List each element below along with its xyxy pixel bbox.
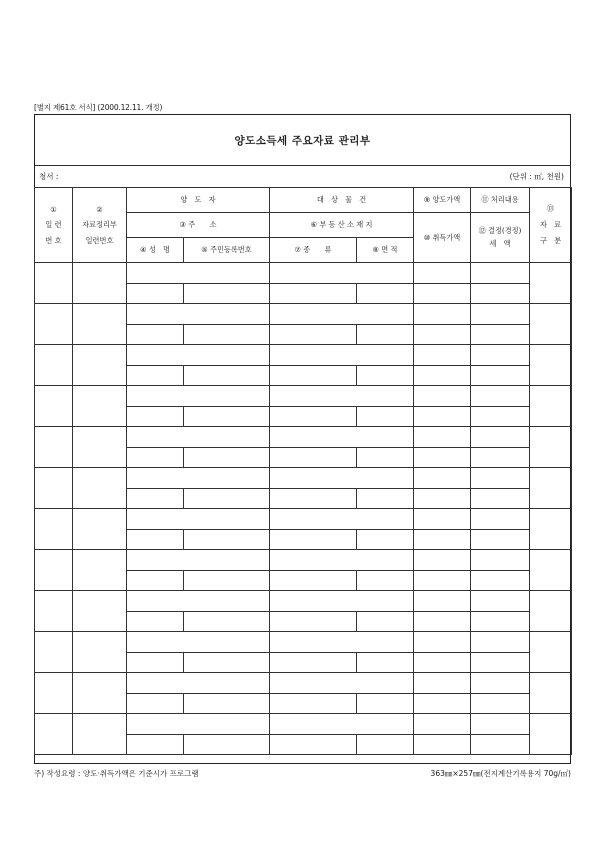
- kind-cell[interactable]: [270, 734, 357, 755]
- name-cell[interactable]: [127, 324, 184, 345]
- name-cell[interactable]: [127, 365, 184, 386]
- transfer-price-cell[interactable]: [414, 632, 471, 653]
- transfer-price-cell[interactable]: [414, 673, 471, 694]
- kind-cell[interactable]: [270, 283, 357, 304]
- decided-tax-cell[interactable]: [471, 570, 530, 591]
- transfer-price-cell[interactable]: [414, 427, 471, 448]
- address-cell[interactable]: [127, 345, 270, 366]
- acquisition-price-cell[interactable]: [414, 652, 471, 673]
- address-cell[interactable]: [127, 468, 270, 489]
- name-cell[interactable]: [127, 529, 184, 550]
- processing-cell[interactable]: [471, 509, 530, 530]
- area-cell[interactable]: [357, 570, 414, 591]
- location-header: ⑥ 부 동 산 소 재 지: [270, 213, 414, 238]
- area-cell[interactable]: [357, 529, 414, 550]
- name-cell[interactable]: [127, 488, 184, 509]
- data-category-cell[interactable]: [530, 591, 572, 632]
- data-ledger-serial-cell[interactable]: [73, 550, 127, 591]
- ledger-table: [34, 187, 572, 755]
- acquisition-price-cell[interactable]: [414, 324, 471, 345]
- acquisition-price-header: ⑩ 취득가액: [414, 213, 471, 263]
- location-cell[interactable]: [270, 345, 414, 366]
- kind-cell[interactable]: [270, 693, 357, 714]
- data-category-mark: ⑬: [546, 204, 555, 213]
- decided-tax-cell[interactable]: [471, 734, 530, 755]
- table-row: [35, 427, 572, 448]
- serial-number-cell[interactable]: [35, 673, 73, 714]
- kind-cell[interactable]: [270, 488, 357, 509]
- address-cell[interactable]: [127, 427, 270, 448]
- data-ledger-serial-cell[interactable]: [73, 632, 127, 673]
- serial-number-cell[interactable]: [35, 591, 73, 632]
- data-ledger-serial-cell[interactable]: [73, 263, 127, 304]
- acquisition-price-cell[interactable]: [414, 406, 471, 427]
- data-category-cell[interactable]: [530, 386, 572, 427]
- data-ledger-serial-cell[interactable]: [73, 673, 127, 714]
- serial-number-label-2: 번 호: [45, 235, 62, 245]
- acquisition-price-cell[interactable]: [414, 734, 471, 755]
- data-ledger-serial-label-2: 일련번호: [85, 235, 114, 245]
- decided-tax-cell[interactable]: [471, 488, 530, 509]
- decided-tax-cell[interactable]: [471, 611, 530, 632]
- kind-cell[interactable]: [270, 406, 357, 427]
- name-cell[interactable]: [127, 652, 184, 673]
- data-ledger-serial-mark: ②: [96, 204, 103, 214]
- decided-tax-cell[interactable]: [471, 652, 530, 673]
- address-cell[interactable]: [127, 714, 270, 735]
- decided-tax-header: [471, 213, 530, 263]
- acquisition-price-cell[interactable]: [414, 283, 471, 304]
- resident-number-cell[interactable]: [184, 652, 270, 673]
- table-row: [35, 632, 572, 653]
- data-category-cell[interactable]: [530, 263, 572, 304]
- serial-number-cell[interactable]: [35, 427, 73, 468]
- data-category-cell[interactable]: [530, 673, 572, 714]
- acquisition-price-cell[interactable]: [414, 488, 471, 509]
- data-ledger-serial-header: [73, 188, 127, 263]
- area-cell[interactable]: [357, 447, 414, 468]
- form-title: 양도소득세 주요자료 관리부: [234, 134, 371, 147]
- area-cell[interactable]: [357, 652, 414, 673]
- decided-tax-cell[interactable]: [471, 406, 530, 427]
- name-cell[interactable]: [127, 283, 184, 304]
- area-cell[interactable]: [357, 283, 414, 304]
- location-cell[interactable]: [270, 386, 414, 407]
- name-header: ④ 성 명: [127, 238, 184, 263]
- name-cell[interactable]: [127, 693, 184, 714]
- address-header: ③ 주 소: [127, 213, 270, 238]
- kind-cell[interactable]: [270, 324, 357, 345]
- transfer-price-cell[interactable]: [414, 386, 471, 407]
- data-category-cell[interactable]: [530, 427, 572, 468]
- serial-number-cell[interactable]: [35, 263, 73, 304]
- acquisition-price-cell[interactable]: [414, 693, 471, 714]
- resident-number-cell[interactable]: [184, 324, 270, 345]
- serial-number-cell[interactable]: [35, 345, 73, 386]
- kind-cell[interactable]: [270, 529, 357, 550]
- kind-cell[interactable]: [270, 365, 357, 386]
- data-ledger-serial-cell[interactable]: [73, 714, 127, 755]
- decided-tax-label-2: 세 액: [489, 239, 511, 248]
- decided-tax-cell[interactable]: [471, 447, 530, 468]
- location-cell[interactable]: [270, 427, 414, 448]
- location-cell[interactable]: [270, 304, 414, 325]
- area-cell[interactable]: [357, 365, 414, 386]
- transfer-price-cell[interactable]: [414, 304, 471, 325]
- location-cell[interactable]: [270, 550, 414, 571]
- resident-number-cell[interactable]: [184, 570, 270, 591]
- kind-header: ⑦ 종 류: [270, 238, 357, 263]
- decided-tax-cell[interactable]: [471, 365, 530, 386]
- location-cell[interactable]: [270, 263, 414, 284]
- resident-number-cell[interactable]: [184, 283, 270, 304]
- resident-number-header: ⑤ 주민등록번호: [184, 238, 270, 263]
- data-category-label-1: 자 료: [539, 220, 562, 229]
- processing-cell[interactable]: [471, 304, 530, 325]
- meta-band: [35, 165, 570, 187]
- address-cell[interactable]: [127, 632, 270, 653]
- processing-cell[interactable]: [471, 673, 530, 694]
- data-ledger-serial-cell[interactable]: [73, 591, 127, 632]
- name-cell[interactable]: [127, 734, 184, 755]
- transfer-price-cell[interactable]: [414, 509, 471, 530]
- name-cell[interactable]: [127, 447, 184, 468]
- area-header: ⑧ 면 적: [357, 238, 414, 263]
- transferor-header: 양 도 자: [127, 188, 270, 213]
- area-cell[interactable]: [357, 611, 414, 632]
- processing-cell[interactable]: [471, 427, 530, 448]
- location-cell[interactable]: [270, 509, 414, 530]
- transfer-price-cell[interactable]: [414, 591, 471, 612]
- acquisition-price-cell[interactable]: [414, 365, 471, 386]
- acquisition-price-cell[interactable]: [414, 570, 471, 591]
- kind-cell[interactable]: [270, 447, 357, 468]
- location-cell[interactable]: [270, 591, 414, 612]
- acquisition-price-cell[interactable]: [414, 529, 471, 550]
- transfer-price-cell[interactable]: [414, 263, 471, 284]
- processing-header: ⑪ 처리내용: [471, 188, 530, 213]
- serial-number-cell[interactable]: [35, 550, 73, 591]
- address-cell[interactable]: [127, 509, 270, 530]
- decided-tax-cell[interactable]: [471, 529, 530, 550]
- address-cell[interactable]: [127, 591, 270, 612]
- data-category-cell[interactable]: [530, 550, 572, 591]
- data-ledger-serial-cell[interactable]: [73, 304, 127, 345]
- decided-tax-cell[interactable]: [471, 283, 530, 304]
- table-row: [35, 468, 572, 489]
- table-row: [35, 509, 572, 530]
- data-ledger-serial-cell[interactable]: [73, 427, 127, 468]
- address-cell[interactable]: [127, 263, 270, 284]
- serial-number-cell[interactable]: [35, 509, 73, 550]
- data-ledger-serial-cell[interactable]: [73, 345, 127, 386]
- data-category-cell[interactable]: [530, 509, 572, 550]
- data-category-cell[interactable]: [530, 345, 572, 386]
- kind-cell[interactable]: [270, 611, 357, 632]
- serial-number-mark: ①: [50, 204, 57, 214]
- serial-number-cell[interactable]: [35, 714, 73, 755]
- processing-cell[interactable]: [471, 714, 530, 735]
- office-label: 청서 :: [39, 172, 59, 181]
- footnote: 주) 작성요령 : 양도·취득가액은 기준시가 프로그램: [34, 769, 199, 778]
- decided-tax-cell[interactable]: [471, 324, 530, 345]
- acquisition-price-cell[interactable]: [414, 611, 471, 632]
- processing-cell[interactable]: [471, 345, 530, 366]
- data-ledger-serial-cell[interactable]: [73, 468, 127, 509]
- ledger-form: [34, 114, 571, 764]
- address-cell[interactable]: [127, 386, 270, 407]
- resident-number-cell[interactable]: [184, 447, 270, 468]
- processing-cell[interactable]: [471, 632, 530, 653]
- location-cell[interactable]: [270, 673, 414, 694]
- acquisition-price-cell[interactable]: [414, 447, 471, 468]
- data-category-cell[interactable]: [530, 468, 572, 509]
- unit-label: (단위 : ㎡, 천원): [509, 172, 564, 181]
- resident-number-cell[interactable]: [184, 488, 270, 509]
- serial-number-cell[interactable]: [35, 632, 73, 673]
- title-band: [35, 115, 570, 166]
- location-cell[interactable]: [270, 632, 414, 653]
- area-cell[interactable]: [357, 488, 414, 509]
- table-row: [35, 550, 572, 571]
- name-cell[interactable]: [127, 611, 184, 632]
- data-ledger-serial-cell[interactable]: [73, 509, 127, 550]
- location-cell[interactable]: [270, 468, 414, 489]
- data-ledger-serial-label-1: 자료정리부: [82, 219, 117, 229]
- address-cell[interactable]: [127, 673, 270, 694]
- processing-cell[interactable]: [471, 550, 530, 571]
- resident-number-cell[interactable]: [184, 611, 270, 632]
- transfer-price-header: ⑨ 양도가액: [414, 188, 471, 213]
- processing-cell[interactable]: [471, 468, 530, 489]
- table-row: [35, 304, 572, 325]
- data-category-label-2: 구 분: [539, 236, 562, 245]
- processing-cell[interactable]: [471, 263, 530, 284]
- decided-tax-label-1: ⑫ 결정(경정): [478, 226, 522, 235]
- kind-cell[interactable]: [270, 570, 357, 591]
- location-cell[interactable]: [270, 714, 414, 735]
- data-category-cell[interactable]: [530, 304, 572, 345]
- area-cell[interactable]: [357, 406, 414, 427]
- resident-number-cell[interactable]: [184, 734, 270, 755]
- decided-tax-cell[interactable]: [471, 693, 530, 714]
- table-row: [35, 591, 572, 612]
- processing-cell[interactable]: [471, 386, 530, 407]
- name-cell[interactable]: [127, 406, 184, 427]
- name-cell[interactable]: [127, 570, 184, 591]
- serial-number-cell[interactable]: [35, 304, 73, 345]
- property-header: 대 상 물 건: [270, 188, 414, 213]
- transfer-price-cell[interactable]: [414, 714, 471, 735]
- serial-number-cell[interactable]: [35, 386, 73, 427]
- transfer-price-cell[interactable]: [414, 550, 471, 571]
- resident-number-cell[interactable]: [184, 693, 270, 714]
- resident-number-cell[interactable]: [184, 529, 270, 550]
- resident-number-cell[interactable]: [184, 406, 270, 427]
- data-ledger-serial-cell[interactable]: [73, 386, 127, 427]
- address-cell[interactable]: [127, 304, 270, 325]
- serial-number-label-1: 일 련: [45, 219, 62, 229]
- kind-cell[interactable]: [270, 652, 357, 673]
- data-category-header: [530, 188, 572, 263]
- data-category-cell[interactable]: [530, 632, 572, 673]
- table-row: [35, 714, 572, 735]
- area-cell[interactable]: [357, 734, 414, 755]
- paper-spec: 363㎜×257㎜(전지계산기록용지 70g/㎡): [430, 769, 571, 778]
- area-cell[interactable]: [357, 693, 414, 714]
- table-row: [35, 386, 572, 407]
- table-row: [35, 263, 572, 284]
- form-reference: [별지 제61호 서식] (2000.12.11. 개정): [34, 103, 163, 112]
- transfer-price-cell[interactable]: [414, 345, 471, 366]
- transfer-price-cell[interactable]: [414, 468, 471, 489]
- serial-number-header: [35, 188, 73, 263]
- table-row: [35, 673, 572, 694]
- data-category-cell[interactable]: [530, 714, 572, 755]
- table-row: [35, 345, 572, 366]
- serial-number-cell[interactable]: [35, 468, 73, 509]
- area-cell[interactable]: [357, 324, 414, 345]
- resident-number-cell[interactable]: [184, 365, 270, 386]
- address-cell[interactable]: [127, 550, 270, 571]
- processing-cell[interactable]: [471, 591, 530, 612]
